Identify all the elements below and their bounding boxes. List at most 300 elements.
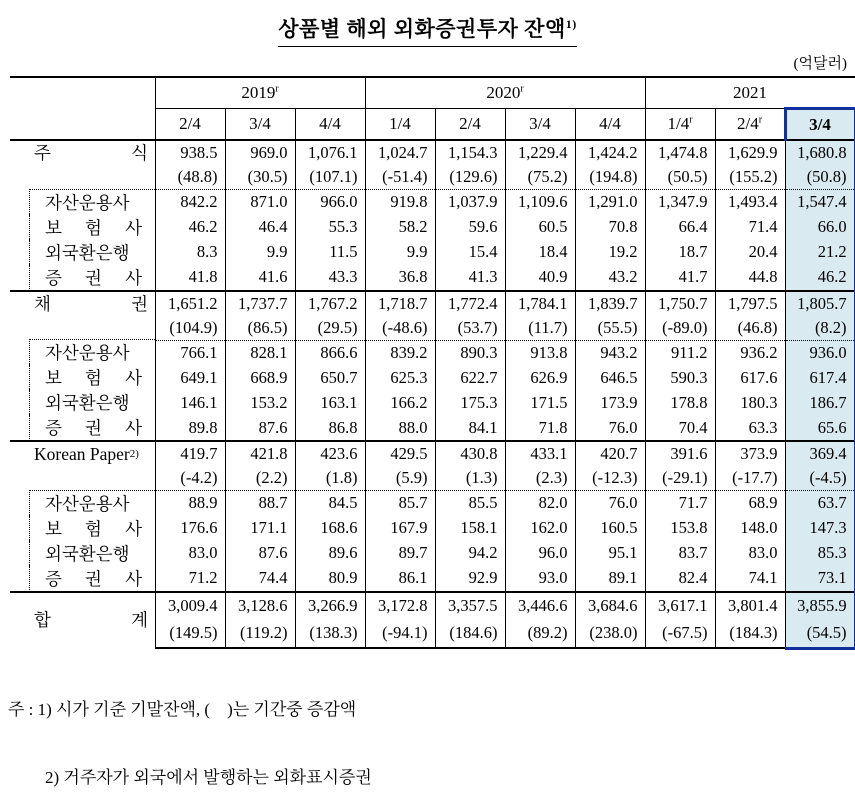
- label-token: 자산운용사: [45, 192, 130, 213]
- data-cell: 88.9: [155, 491, 225, 516]
- label-token: 사: [125, 418, 142, 438]
- table-header: [10, 77, 855, 140]
- data-cell: 167.9: [365, 516, 435, 541]
- data-cell: 19.2: [575, 240, 645, 265]
- data-cell: 9.9: [225, 240, 295, 265]
- data-cell: 1,291.0: [575, 190, 645, 215]
- data-cell: 18.7: [645, 240, 715, 265]
- data-cell: (184.3): [715, 620, 785, 649]
- sub-row-label-cell: [10, 516, 155, 541]
- data-cell: 430.8: [435, 441, 505, 466]
- table-corner-cell: [10, 77, 155, 140]
- data-cell: 80.9: [295, 566, 365, 592]
- label-token: Korean Paper: [34, 444, 130, 464]
- data-cell: (119.2): [225, 620, 295, 649]
- year-superscript: r: [275, 83, 279, 95]
- year-label: 2021: [733, 82, 768, 102]
- label-token: 권: [85, 267, 102, 288]
- data-cell: 71.2: [155, 566, 225, 592]
- section-label-cell: [10, 140, 155, 190]
- data-cell: (2.2): [225, 466, 295, 491]
- sub-row-label-cell: [10, 566, 155, 592]
- data-cell: 46.2: [785, 265, 855, 291]
- data-cell: 84.5: [295, 491, 365, 516]
- data-cell: 969.0: [225, 140, 295, 165]
- data-cell: (54.5): [785, 620, 855, 649]
- data-cell: 71.7: [645, 491, 715, 516]
- data-cell: 1,037.9: [435, 190, 505, 215]
- data-cell: 626.9: [505, 365, 575, 390]
- label-token: 합: [34, 609, 51, 630]
- data-cell: 44.8: [715, 265, 785, 291]
- row-label-text: [45, 541, 142, 566]
- data-cell: 3,684.6: [575, 592, 645, 620]
- data-cell: 43.2: [575, 265, 645, 291]
- data-cell: 162.0: [505, 516, 575, 541]
- data-cell: 87.6: [225, 415, 295, 441]
- data-cell: 936.2: [715, 340, 785, 365]
- data-cell: 43.3: [295, 265, 365, 291]
- data-cell: 369.4: [785, 441, 855, 466]
- data-cell: 18.4: [505, 240, 575, 265]
- data-cell: 890.3: [435, 340, 505, 365]
- label-token: 사: [125, 267, 142, 288]
- label-token: 권: [85, 568, 102, 589]
- data-cell: 36.8: [365, 265, 435, 291]
- year-label: 2019: [241, 83, 276, 102]
- data-cell: 40.9: [505, 265, 575, 291]
- data-cell: 70.8: [575, 215, 645, 240]
- data-cell: (30.5): [225, 165, 295, 190]
- table-body: [10, 140, 855, 648]
- quarter-header-cell: [365, 109, 435, 141]
- sub-row-label-cell: [10, 365, 155, 390]
- row-label-text: [45, 190, 142, 215]
- data-cell: (194.8): [575, 165, 645, 190]
- data-cell: (1.3): [435, 466, 505, 491]
- sub-row-label-cell: [10, 491, 155, 516]
- table-row: [10, 592, 855, 620]
- data-cell: 1,737.7: [225, 291, 295, 316]
- quarter-label: 3/4: [249, 114, 271, 133]
- data-cell: 3,128.6: [225, 592, 295, 620]
- data-cell: 20.4: [715, 240, 785, 265]
- data-cell: 391.6: [645, 441, 715, 466]
- table-row: [10, 491, 855, 516]
- data-cell: (8.2): [785, 316, 855, 341]
- row-label-text: [45, 566, 142, 591]
- data-cell: (-17.7): [715, 466, 785, 491]
- data-cell: 41.8: [155, 265, 225, 291]
- data-cell: 71.8: [505, 415, 575, 441]
- footnote-2: 2) 거주자가 외국에서 발행하는 외화표시증권: [45, 767, 372, 787]
- year-label: 2020: [486, 83, 521, 102]
- data-cell: (149.5): [155, 620, 225, 649]
- quarter-label: 1/4: [389, 114, 411, 133]
- data-cell: 63.7: [785, 491, 855, 516]
- data-cell: 84.1: [435, 415, 505, 441]
- data-cell: 88.7: [225, 491, 295, 516]
- quarter-header-cell: [785, 109, 855, 141]
- data-cell: 1,750.7: [645, 291, 715, 316]
- data-cell: 871.0: [225, 190, 295, 215]
- data-cell: (46.8): [715, 316, 785, 341]
- data-cell: (104.9): [155, 316, 225, 341]
- data-cell: 617.6: [715, 365, 785, 390]
- label-token: 자산운용사: [45, 493, 130, 514]
- table-row: [10, 541, 855, 566]
- data-cell: 83.0: [155, 541, 225, 566]
- label-token: 험: [85, 518, 102, 539]
- data-cell: 93.0: [505, 566, 575, 592]
- label-token: 사: [125, 217, 142, 238]
- data-cell: (29.5): [295, 316, 365, 341]
- data-cell: 1,629.9: [715, 140, 785, 165]
- data-cell: 88.0: [365, 415, 435, 441]
- data-cell: 373.9: [715, 441, 785, 466]
- label-token: 채: [34, 293, 51, 314]
- data-cell: 66.0: [785, 215, 855, 240]
- data-cell: 60.5: [505, 215, 575, 240]
- label-token: 사: [125, 568, 142, 589]
- data-cell: 173.9: [575, 390, 645, 415]
- quarter-header-cell: [225, 109, 295, 141]
- label-token: 사: [125, 518, 142, 539]
- data-cell: (184.6): [435, 620, 505, 649]
- quarter-superscript: r: [758, 114, 763, 126]
- label-token: 외국환은행: [45, 543, 130, 564]
- quarter-header-cell: [645, 109, 715, 141]
- data-cell: 147.3: [785, 516, 855, 541]
- data-cell: 175.3: [435, 390, 505, 415]
- data-cell: 86.1: [365, 566, 435, 592]
- data-cell: 82.0: [505, 491, 575, 516]
- unit-label: (억달러): [793, 56, 847, 72]
- data-cell: 171.5: [505, 390, 575, 415]
- sub-row-label-cell: [10, 240, 155, 265]
- row-label-text: [45, 390, 142, 415]
- section-label-cell: [10, 592, 155, 649]
- data-cell: 3,617.1: [645, 592, 715, 620]
- data-cell: (-48.6): [365, 316, 435, 341]
- sub-row-label-cell: [10, 390, 155, 415]
- data-cell: 21.2: [785, 240, 855, 265]
- data-cell: 86.8: [295, 415, 365, 441]
- table-row: [10, 415, 855, 441]
- data-cell: 1,772.4: [435, 291, 505, 316]
- sub-row-label-cell: [10, 215, 155, 240]
- data-cell: 74.1: [715, 566, 785, 592]
- label-token: 사: [125, 368, 142, 388]
- label-token: 외국환은행: [45, 242, 130, 263]
- quarter-header-cell: [295, 109, 365, 141]
- row-label-text: [45, 215, 142, 240]
- data-cell: 158.1: [435, 516, 505, 541]
- label-token: 자산운용사: [45, 343, 130, 363]
- quarter-label: 4/4: [599, 114, 621, 133]
- data-cell: (-4.2): [155, 466, 225, 491]
- data-cell: 83.0: [715, 541, 785, 566]
- table-row: [10, 265, 855, 291]
- data-cell: 160.5: [575, 516, 645, 541]
- data-cell: 85.7: [365, 491, 435, 516]
- data-cell: (-4.5): [785, 466, 855, 491]
- data-cell: 70.4: [645, 415, 715, 441]
- year-superscript: r: [520, 83, 524, 95]
- data-cell: 625.3: [365, 365, 435, 390]
- header-row-years: [10, 77, 855, 109]
- data-cell: (50.5): [645, 165, 715, 190]
- data-cell: (-29.1): [645, 466, 715, 491]
- row-label-text: [45, 340, 142, 365]
- data-cell: 46.2: [155, 215, 225, 240]
- data-cell: (-12.3): [575, 466, 645, 491]
- data-cell: 94.2: [435, 541, 505, 566]
- row-label-text: [34, 608, 148, 633]
- data-cell: (50.8): [785, 165, 855, 190]
- table-row: [10, 365, 855, 390]
- row-label-text: [45, 240, 142, 265]
- label-token: 보: [45, 368, 62, 388]
- data-cell: (138.3): [295, 620, 365, 649]
- label-token: 험: [85, 368, 102, 388]
- data-cell: 3,009.4: [155, 592, 225, 620]
- data-cell: 74.4: [225, 566, 295, 592]
- data-cell: 58.2: [365, 215, 435, 240]
- data-cell: 423.6: [295, 441, 365, 466]
- data-cell: 866.6: [295, 340, 365, 365]
- table-row: [10, 140, 855, 165]
- row-label-text: [34, 442, 148, 467]
- label-token: 보: [45, 518, 62, 539]
- data-cell: 11.5: [295, 240, 365, 265]
- data-cell: 1,718.7: [365, 291, 435, 316]
- row-label-text: [45, 265, 142, 290]
- data-cell: 1,680.8: [785, 140, 855, 165]
- data-cell: 41.7: [645, 265, 715, 291]
- data-cell: 41.3: [435, 265, 505, 291]
- label-token: 험: [85, 217, 102, 238]
- data-cell: 168.6: [295, 516, 365, 541]
- data-cell: 828.1: [225, 340, 295, 365]
- label-token: 계: [131, 609, 148, 630]
- data-cell: 76.0: [575, 491, 645, 516]
- data-cell: (107.1): [295, 165, 365, 190]
- row-label-text: [34, 141, 148, 166]
- data-cell: 421.8: [225, 441, 295, 466]
- data-cell: 146.1: [155, 390, 225, 415]
- data-cell: (5.9): [365, 466, 435, 491]
- data-cell: 41.6: [225, 265, 295, 291]
- data-cell: 68.9: [715, 491, 785, 516]
- table-row: [10, 441, 855, 466]
- data-cell: (-67.5): [645, 620, 715, 649]
- page-title: [0, 13, 855, 47]
- sub-row-label-cell: [10, 340, 155, 365]
- label-token: 증: [45, 267, 62, 288]
- data-cell: 919.8: [365, 190, 435, 215]
- quarter-label: 2/4: [179, 114, 201, 133]
- quarter-label: 2/4: [736, 114, 759, 133]
- row-label-text: [34, 292, 148, 317]
- data-cell: 55.3: [295, 215, 365, 240]
- table-row: [10, 240, 855, 265]
- data-cell: (86.5): [225, 316, 295, 341]
- data-cell: 3,357.5: [435, 592, 505, 620]
- data-cell: 913.8: [505, 340, 575, 365]
- quarter-header-cell: [435, 109, 505, 141]
- data-cell: 178.8: [645, 390, 715, 415]
- table-row: [10, 340, 855, 365]
- data-cell: 1,651.2: [155, 291, 225, 316]
- data-cell: 1,229.4: [505, 140, 575, 165]
- table-row: [10, 390, 855, 415]
- data-cell: 1,784.1: [505, 291, 575, 316]
- row-label-text: [45, 516, 142, 541]
- sub-row-label-cell: [10, 265, 155, 291]
- data-cell: 71.4: [715, 215, 785, 240]
- quarter-header-cell: [575, 109, 645, 141]
- table-row: [10, 516, 855, 541]
- data-cell: 646.5: [575, 365, 645, 390]
- data-cell: 668.9: [225, 365, 295, 390]
- data-cell: 15.4: [435, 240, 505, 265]
- data-cell: 966.0: [295, 190, 365, 215]
- data-cell: 63.3: [715, 415, 785, 441]
- data-cell: (129.6): [435, 165, 505, 190]
- quarter-header-cell: [505, 109, 575, 141]
- data-cell: 85.3: [785, 541, 855, 566]
- data-cell: 92.9: [435, 566, 505, 592]
- data-cell: 180.3: [715, 390, 785, 415]
- data-cell: 89.1: [575, 566, 645, 592]
- data-cell: 82.4: [645, 566, 715, 592]
- data-cell: 911.2: [645, 340, 715, 365]
- sub-row-label-cell: [10, 541, 155, 566]
- year-header-cell: [645, 77, 855, 109]
- data-cell: 59.6: [435, 215, 505, 240]
- row-label-text: [45, 491, 142, 516]
- title-footnote-marker: 1): [565, 17, 577, 31]
- data-cell: 163.1: [295, 390, 365, 415]
- data-cell: 46.4: [225, 215, 295, 240]
- data-cell: 1,767.2: [295, 291, 365, 316]
- data-cell: 1,424.2: [575, 140, 645, 165]
- quarter-label: 4/4: [319, 114, 341, 133]
- data-cell: (2.3): [505, 466, 575, 491]
- data-cell: 419.7: [155, 441, 225, 466]
- row-label-superscript: 2): [129, 448, 139, 460]
- data-cell: 153.8: [645, 516, 715, 541]
- quarter-header-cell: [155, 109, 225, 141]
- data-cell: (11.7): [505, 316, 575, 341]
- data-cell: 429.5: [365, 441, 435, 466]
- data-cell: 650.7: [295, 365, 365, 390]
- investment-table: [10, 76, 855, 650]
- data-cell: 1,493.4: [715, 190, 785, 215]
- footnotes: [8, 655, 855, 812]
- data-cell: 1,547.4: [785, 190, 855, 215]
- data-cell: 73.1: [785, 566, 855, 592]
- label-token: 외국환은행: [45, 393, 130, 413]
- data-cell: 8.3: [155, 240, 225, 265]
- data-cell: 89.6: [295, 541, 365, 566]
- quarter-header-cell: [715, 109, 785, 141]
- data-cell: 65.6: [785, 415, 855, 441]
- data-cell: 3,172.8: [365, 592, 435, 620]
- year-header-cell: [155, 77, 365, 109]
- data-cell: 9.9: [365, 240, 435, 265]
- data-cell: 96.0: [505, 541, 575, 566]
- label-token: 주: [34, 143, 51, 163]
- table-row: [10, 190, 855, 215]
- data-cell: 766.1: [155, 340, 225, 365]
- data-cell: 186.7: [785, 390, 855, 415]
- sub-row-label-cell: [10, 415, 155, 441]
- data-cell: 1,839.7: [575, 291, 645, 316]
- data-cell: 87.6: [225, 541, 295, 566]
- data-cell: 1,805.7: [785, 291, 855, 316]
- data-cell: 153.2: [225, 390, 295, 415]
- data-cell: 1,024.7: [365, 140, 435, 165]
- data-cell: 3,801.4: [715, 592, 785, 620]
- data-cell: 1,797.5: [715, 291, 785, 316]
- data-cell: 76.0: [575, 415, 645, 441]
- section-label-cell: [10, 291, 155, 341]
- data-cell: 842.2: [155, 190, 225, 215]
- data-cell: 622.7: [435, 365, 505, 390]
- label-token: 증: [45, 418, 62, 438]
- data-cell: (55.5): [575, 316, 645, 341]
- data-cell: 936.0: [785, 340, 855, 365]
- table-row: [10, 291, 855, 316]
- label-token: 권: [85, 418, 102, 438]
- data-cell: 938.5: [155, 140, 225, 165]
- data-cell: 166.2: [365, 390, 435, 415]
- data-cell: (155.2): [715, 165, 785, 190]
- quarter-label: 3/4: [529, 114, 551, 133]
- data-cell: (-89.0): [645, 316, 715, 341]
- data-cell: 89.7: [365, 541, 435, 566]
- data-cell: 1,154.3: [435, 140, 505, 165]
- data-cell: (53.7): [435, 316, 505, 341]
- data-cell: 1,347.9: [645, 190, 715, 215]
- data-cell: 649.1: [155, 365, 225, 390]
- data-cell: 839.2: [365, 340, 435, 365]
- data-cell: 176.6: [155, 516, 225, 541]
- year-header-cell: [365, 77, 645, 109]
- data-cell: 433.1: [505, 441, 575, 466]
- data-cell: 85.5: [435, 491, 505, 516]
- data-cell: 66.4: [645, 215, 715, 240]
- quarter-label: 1/4: [667, 114, 690, 133]
- data-cell: 3,266.9: [295, 592, 365, 620]
- row-label-text: [45, 415, 142, 440]
- footnote-1: 주 : 1) 시가 기준 기말잔액, ( )는 기간중 증감액: [8, 700, 357, 720]
- data-cell: 95.1: [575, 541, 645, 566]
- row-label-text: [45, 365, 142, 390]
- data-cell: 1,109.6: [505, 190, 575, 215]
- data-cell: 148.0: [715, 516, 785, 541]
- data-cell: 3,446.6: [505, 592, 575, 620]
- data-cell: (75.2): [505, 165, 575, 190]
- sub-row-label-cell: [10, 190, 155, 215]
- data-cell: 420.7: [575, 441, 645, 466]
- data-cell: (-94.1): [365, 620, 435, 649]
- quarter-label: 2/4: [459, 114, 481, 133]
- data-cell: (1.8): [295, 466, 365, 491]
- table-row: [10, 566, 855, 592]
